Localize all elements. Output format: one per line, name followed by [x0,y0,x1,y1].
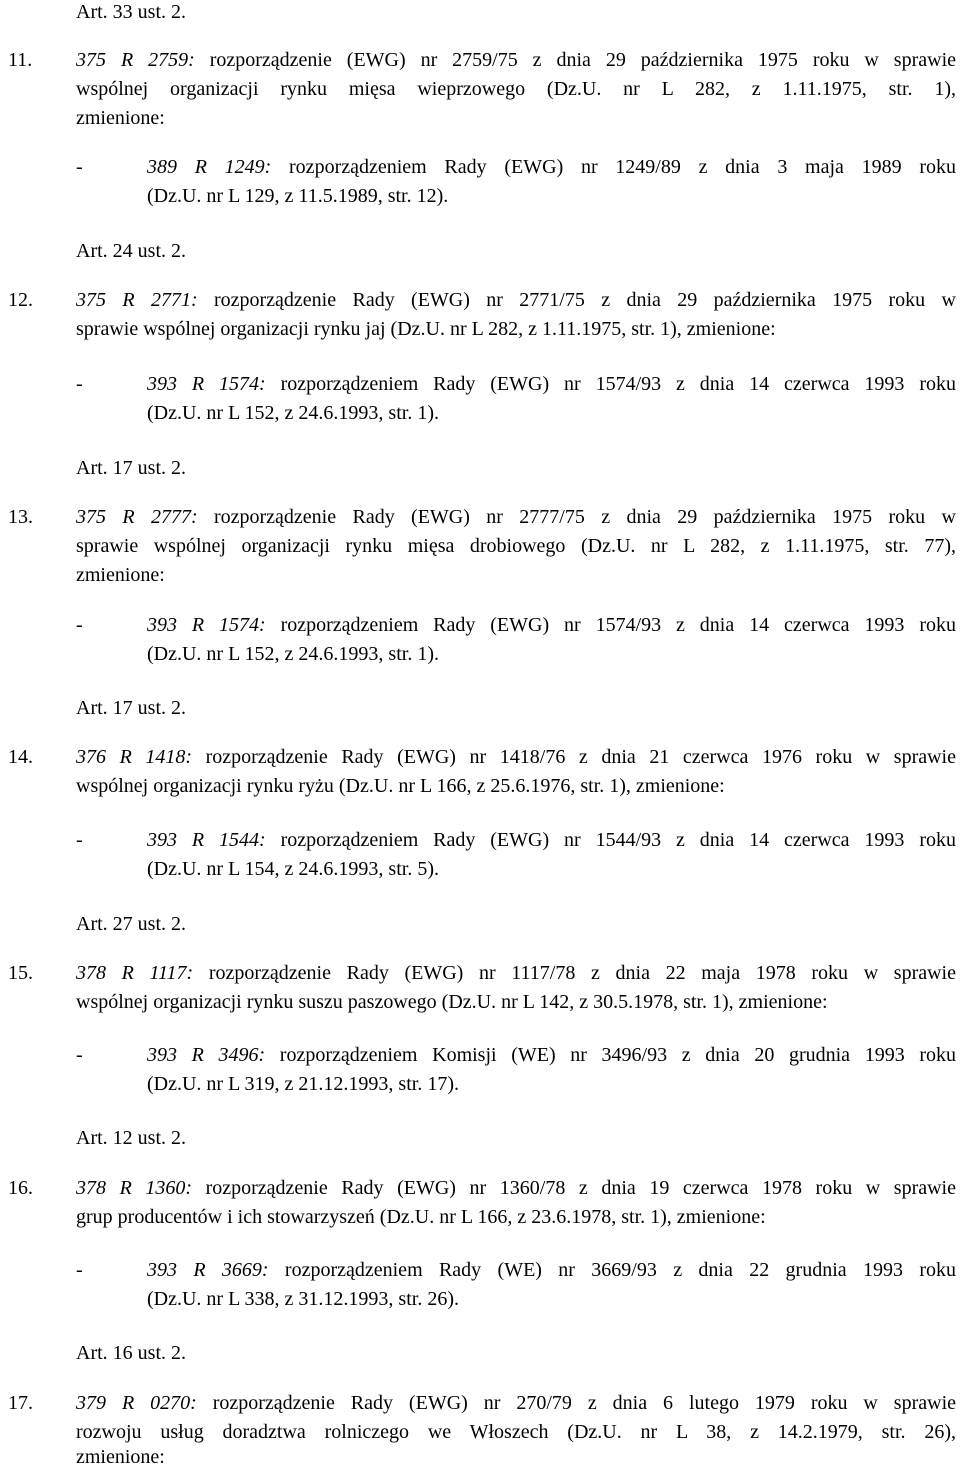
item-text-line: rozwoju usług doradztwa rolniczego we Włoszech (Dz.U. nr L 38, z 14.2.1979, str. 26), [76,1421,956,1443]
amendment-title: rozporządzeniem Rady (EWG) nr 1544/93 z dnia 14 czerwca 1993 roku [265,829,956,851]
article-reference: Art. 24 ust. 2. [76,240,186,262]
amendment-line: (Dz.U. nr L 154, z 24.6.1993, str. 5). [147,858,439,880]
item-text-line [76,745,956,769]
amendment-line [147,613,956,637]
amendment-dash: - [76,373,83,395]
item-text-line: sprawie wspólnej organizacji rynku jaj (Dz.U. nr L 282, z 1.11.1975, str. 1), zmienione: [76,318,776,340]
regulation-code: 378 R 1117: [76,962,194,984]
regulation-title: rozporządzenie Rady (EWG) nr 1117/78 z dnia 22 maja 1978 roku w sprawie [193,962,956,984]
amendment-dash: - [76,156,83,178]
item-text-line: wspólnej organizacji rynku ryżu (Dz.U. nr L 166, z 25.6.1976, str. 1), zmienione: [76,775,725,797]
article-reference: Art. 33 ust. 2. [76,1,186,23]
amendment-title: rozporządzeniem Rady (WE) nr 3669/93 z dnia 22 grudnia 1993 roku [268,1259,956,1281]
item-text-line: wspólnej organizacji rynku suszu paszowego (Dz.U. nr L 142, z 30.5.1978, str. 1), zmienione: [76,991,828,1013]
item-text-line [76,288,956,312]
amendment-code: 389 R 1249: [147,156,272,178]
article-reference: Art. 16 ust. 2. [76,1342,186,1364]
regulation-title: rozporządzenie Rady (EWG) nr 270/79 z dnia 6 lutego 1979 roku w sprawie [196,1392,956,1414]
article-reference: Art. 17 ust. 2. [76,697,186,719]
regulation-code: 375 R 2777: [76,506,198,528]
item-text-line: grup producentów i ich stowarzyszeń (Dz.U. nr L 166, z 23.6.1978, str. 1), zmienione: [76,1206,766,1228]
regulation-title: rozporządzenie (EWG) nr 2759/75 z dnia 29 października 1975 roku w sprawie [194,49,956,71]
amendment-line: (Dz.U. nr L 129, z 11.5.1989, str. 12). [147,185,449,207]
item-number: 17. [8,1392,33,1414]
regulation-title: rozporządzenie Rady (EWG) nr 2777/75 z dnia 29 października 1975 roku w [197,506,956,528]
item-text-line [76,505,956,529]
amendment-line [147,1258,956,1282]
regulation-title: rozporządzenie Rady (EWG) nr 2771/75 z dnia 29 października 1975 roku w [197,289,956,311]
item-number: 13. [8,506,33,528]
amendment-code: 393 R 1574: [147,373,266,395]
item-text-line: zmienione: [76,107,165,129]
amendment-code: 393 R 3496: [147,1044,266,1066]
regulation-code: 378 R 1360: [76,1177,193,1199]
amendment-dash: - [76,829,83,851]
amendment-dash: - [76,1044,83,1066]
amendment-line [147,1043,956,1067]
amendment-code: 393 R 1574: [147,614,266,636]
amendment-line [147,372,956,396]
item-text-line: zmienione: [76,1449,165,1466]
regulation-title: rozporządzenie Rady (EWG) nr 1418/76 z dnia 21 czerwca 1976 roku w sprawie [192,746,956,768]
item-text-line [76,961,956,985]
regulation-code: 376 R 1418: [76,746,193,768]
article-reference: Art. 27 ust. 2. [76,913,186,935]
item-text-line: zmienione: [76,564,165,586]
amendment-title: rozporządzeniem Rady (EWG) nr 1249/89 z dnia 3 maja 1989 roku [271,156,956,178]
amendment-line: (Dz.U. nr L 152, z 24.6.1993, str. 1). [147,643,439,665]
amendment-title: rozporządzeniem Rady (EWG) nr 1574/93 z dnia 14 czerwca 1993 roku [265,614,956,636]
article-reference: Art. 17 ust. 2. [76,457,186,479]
amendment-line: (Dz.U. nr L 338, z 31.12.1993, str. 26). [147,1288,459,1310]
amendment-line: (Dz.U. nr L 319, z 21.12.1993, str. 17). [147,1073,459,1095]
regulation-code: 379 R 0270: [76,1392,197,1414]
item-text-line: sprawie wspólnej organizacji rynku mięsa drobiowego (Dz.U. nr L 282, z 1.11.1975, str. 77), [76,535,956,557]
item-number: 12. [8,289,33,311]
item-text-line: wspólnej organizacji rynku mięsa wieprzowego (Dz.U. nr L 282, z 1.11.1975, str. 1), [76,78,956,100]
amendment-title: rozporządzeniem Rady (EWG) nr 1574/93 z dnia 14 czerwca 1993 roku [265,373,956,395]
amendment-dash: - [76,614,83,636]
item-number: 14. [8,746,33,768]
article-reference: Art. 12 ust. 2. [76,1127,186,1149]
amendment-line: (Dz.U. nr L 152, z 24.6.1993, str. 1). [147,402,439,424]
regulation-code: 375 R 2771: [76,289,198,311]
amendment-code: 393 R 3669: [147,1259,269,1281]
item-number: 11. [8,49,33,71]
item-text-line [76,1176,956,1200]
item-text-line [76,48,956,72]
regulation-title: rozporządzenie Rady (EWG) nr 1360/78 z dnia 19 czerwca 1978 roku w sprawie [192,1177,956,1199]
item-number: 15. [8,962,33,984]
amendment-title: rozporządzeniem Komisji (WE) nr 3496/93 z dnia 20 grudnia 1993 roku [265,1044,956,1066]
regulation-code: 375 R 2759: [76,49,195,71]
item-number: 16. [8,1177,33,1199]
amendment-code: 393 R 1544: [147,829,266,851]
amendment-line [147,828,956,852]
amendment-line [147,155,956,179]
item-text-line [76,1391,956,1415]
amendment-dash: - [76,1259,83,1281]
